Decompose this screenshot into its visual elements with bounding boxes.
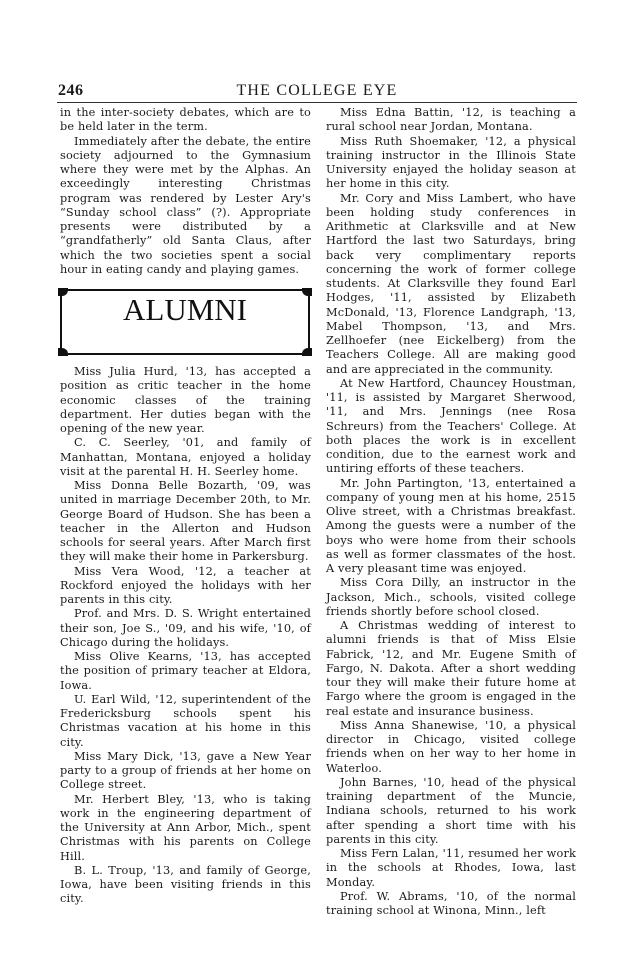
running-header [57,80,577,103]
paragraph: Miss Cora Dilly, an instructor in the Jackson, Mich., schools, visited college friends shortly before school closed. [326,576,576,618]
ornament-corner-icon [58,348,68,356]
section-heading: ALUMNI [123,292,247,327]
journal-title: THE COLLEGE EYE [236,82,398,99]
paragraph: At New Hartford, Chauncey Houstman, '11, is assisted by Margaret Sherwood, '11, and Mrs. Jennings (nee Rosa Schreurs) from the Teachers' College. At both places the work is in excellent condition, due to the earnest work and untiring efforts of these teachers. [326,376,576,476]
paragraph: Miss Fern Lalan, '11, resumed her work in the schools at Rhodes, Iowa, last Monday. [326,847,576,889]
ornament-corner-icon [302,348,312,356]
paragraph: Prof. and Mrs. D. S. Wright entertained their son, Joe S., '09, and his wife, '10, of Chicago during the holidays. [60,607,311,649]
paragraph: Immediately after the debate, the entire society adjourned to the Gymnasium where they were met by the Alphas. An exceedingly interesting Christmas program was rendered by Lester Ary's “Sunday school class” (?). Appropriate presents were distributed by a “grandfatherly” old Santa Claus, after which the two societies spent a social hour in eating candy and playing games. [60,134,311,276]
right-column [326,106,576,918]
paragraph: Mr. John Partington, '13, entertained a company of young men at his home, 2515 Olive street, with a Christmas breakfast. Among the guests were a number of the boys who were home from their schools as well as former classmates of the host. A very pleasant time was enjoyed. [326,476,576,575]
paragraph: B. L. Troup, '13, and family of George, Iowa, have been visiting friends in this city. [60,863,311,906]
paragraph: Mr. Herbert Bley, '13, who is taking work in the engineering department of the University at Ann Arbor, Mich., spent Christmas with his parents on College Hill. [60,792,311,863]
ornament-corner-icon [58,288,68,296]
paragraph: in the inter-society debates, which are to be held later in the term. [60,106,311,134]
paragraph: Miss Vera Wood, '12, a teacher at Rockford enjoyed the holidays with her parents in this city. [60,564,311,606]
paragraph: Miss Julia Hurd, '13, has accepted a position as critic teacher in the home economic classes of the training department. Her duties began with the opening of the new year. [60,365,311,435]
paragraph: Miss Mary Dick, '13, gave a New Year party to a group of friends at her home on College street. [60,749,311,792]
ornament-corner-icon [302,288,312,296]
paragraph: Miss Edna Battin, '12, is teaching a rural school near Jordan, Montana. [326,106,576,134]
left-column [60,106,311,907]
paragraph: Miss Olive Kearns, '13, has accepted the position of primary teacher at Eldora, Iowa. [60,650,311,692]
paragraph: C. C. Seerley, '01, and family of Manhattan, Montana, enjoyed a holiday visit at the parental H. H. Seerley home. [60,436,311,478]
paragraph: Mr. Cory and Miss Lambert, who have been holding study conferences in Arithmetic at Clarksville and at New Hartford the last two Saturdays, bring back very complimentary reports concerning the work of former college students. At Clarksville they found Earl Hodges, '11, assisted by Elizabeth McDonald, '13, Florence Landgraph, '13, Mabel Thompson, '13, and Mrs. Zellhoefer (nee Eickelberg) from the Teachers College. All are making good and are appreciated in the community. [326,191,576,376]
paragraph: Prof. W. Abrams, '10, of the normal training school at Winona, Minn., left [326,889,576,917]
paragraph: Miss Anna Shanewise, '10, a physical director in Chicago, visited college friends when on her way to her home in Waterloo. [326,718,576,775]
alumni-section-heading-box [60,289,310,355]
paragraph: A Christmas wedding of interest to alumni friends is that of Miss Elsie Fabrick, '12, and Mr. Eugene Smith of Fargo, N. Dakota. After a short wedding tour they will make their future home at Fargo where the groom is engaged in the real estate and insurance business. [326,619,576,718]
paragraph: John Barnes, '10, head of the physical training department of the Muncie, Indiana schools, returned to his work after spending a short time with his parents in this city. [326,775,576,846]
page-number: 246 [58,82,84,99]
paragraph: Miss Donna Belle Bozarth, '09, was united in marriage December 20th, to Mr. George Board of Hudson. She has been a teacher in the Allerton and Hudson schools for seeral years. After March first they will make their home in Parkersburg. [60,479,311,564]
paragraph: Miss Ruth Shoemaker, '12, a physical training instructor in the Illinois State University enjayed the holiday season at her home in this city. [326,134,576,191]
paragraph: U. Earl Wild, '12, superintendent of the Fredericksburg schools spent his Christmas vacation at his home in this city. [60,692,311,749]
